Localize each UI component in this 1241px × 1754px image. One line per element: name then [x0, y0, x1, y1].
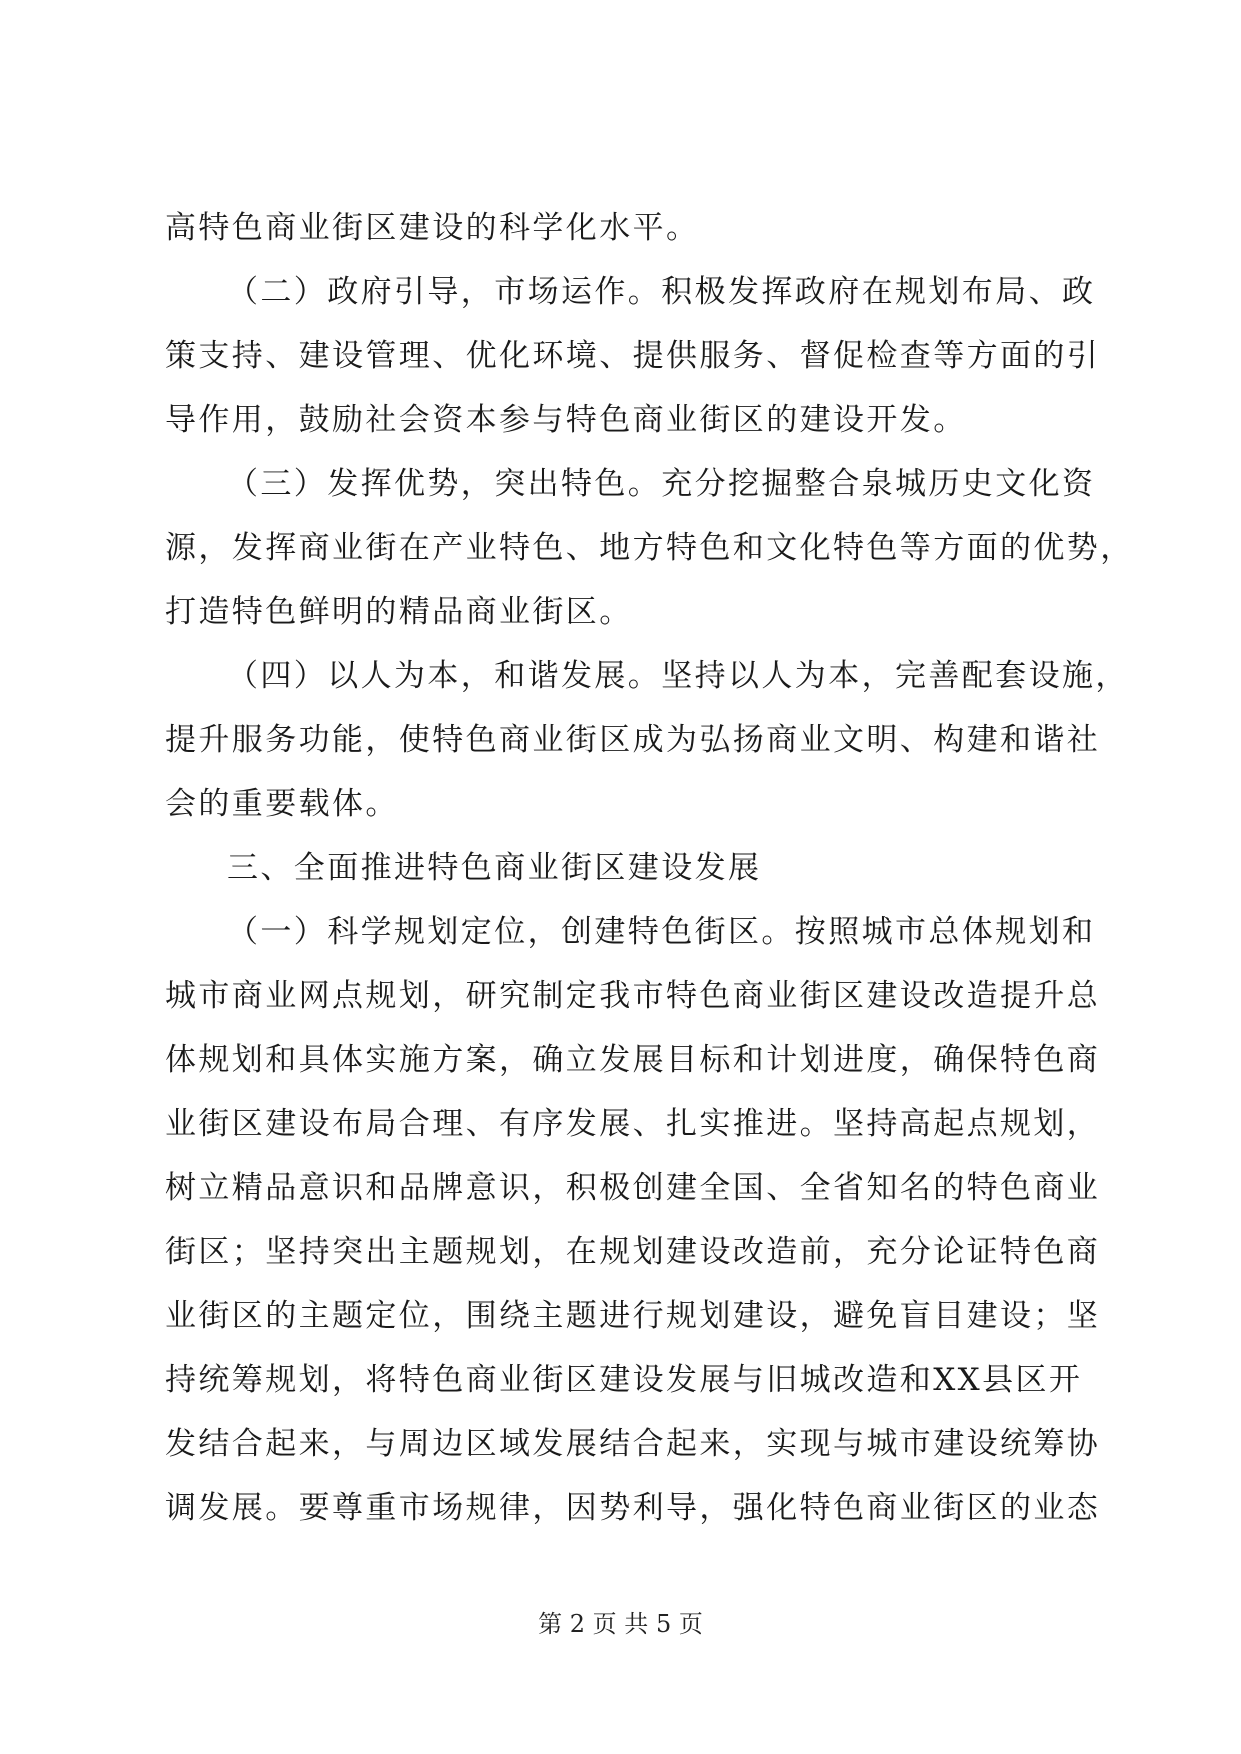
page-number: 第 2 页 共 5 页 [538, 1610, 703, 1638]
paragraph-heading-line: （三）发挥优势，突出特色。充分挖掘整合泉城历史文化资 [227, 466, 1096, 502]
text-line: 打造特色鲜明的精品商业街区。 [165, 594, 633, 630]
text-line: 城市商业网点规划，研究制定我市特色商业街区建设改造提升总 [165, 978, 1101, 1014]
text-line: 提升服务功能，使特色商业街区成为弘扬商业文明、构建和谐社 [165, 722, 1101, 758]
paragraph-heading-line: （一）科学规划定位，创建特色街区。按照城市总体规划和 [227, 914, 1096, 950]
text-line: 街区；坚持突出主题规划，在规划建设改造前，充分论证特色商 [165, 1234, 1101, 1270]
text-line: 高特色商业街区建设的科学化水平。 [165, 210, 700, 246]
text-line: 会的重要载体。 [165, 786, 399, 822]
text-line: 体规划和具体实施方案，确立发展目标和计划进度，确保特色商 [165, 1042, 1101, 1078]
text-line: 业街区的主题定位，围绕主题进行规划建设，避免盲目建设；坚 [165, 1298, 1101, 1334]
paragraph-heading-line: （二）政府引导，市场运作。积极发挥政府在规划布局、政 [227, 274, 1096, 310]
text-line: 持统筹规划，将特色商业街区建设发展与旧城改造和XX县区开 [165, 1362, 1083, 1398]
text-line: 树立精品意识和品牌意识，积极创建全国、全省知名的特色商业 [165, 1170, 1101, 1206]
text-line: 导作用，鼓励社会资本参与特色商业街区的建设开发。 [165, 402, 967, 438]
text-line: 调发展。要尊重市场规律，因势利导，强化特色商业街区的业态 [165, 1490, 1101, 1526]
text-line: 策支持、建设管理、优化环境、提供服务、督促检查等方面的引 [165, 338, 1101, 374]
text-line: 源，发挥商业街在产业特色、地方特色和文化特色等方面的优势， [165, 530, 1134, 566]
text-line: 发结合起来，与周边区域发展结合起来，实现与城市建设统筹协 [165, 1426, 1101, 1462]
text-line: 业街区建设布局合理、有序发展、扎实推进。坚持高起点规划， [165, 1106, 1101, 1142]
section-heading: 三、全面推进特色商业街区建设发展 [227, 850, 762, 886]
paragraph-heading-line: （四）以人为本，和谐发展。坚持以人为本，完善配套设施， [227, 658, 1129, 694]
document-body [165, 196, 1134, 1540]
